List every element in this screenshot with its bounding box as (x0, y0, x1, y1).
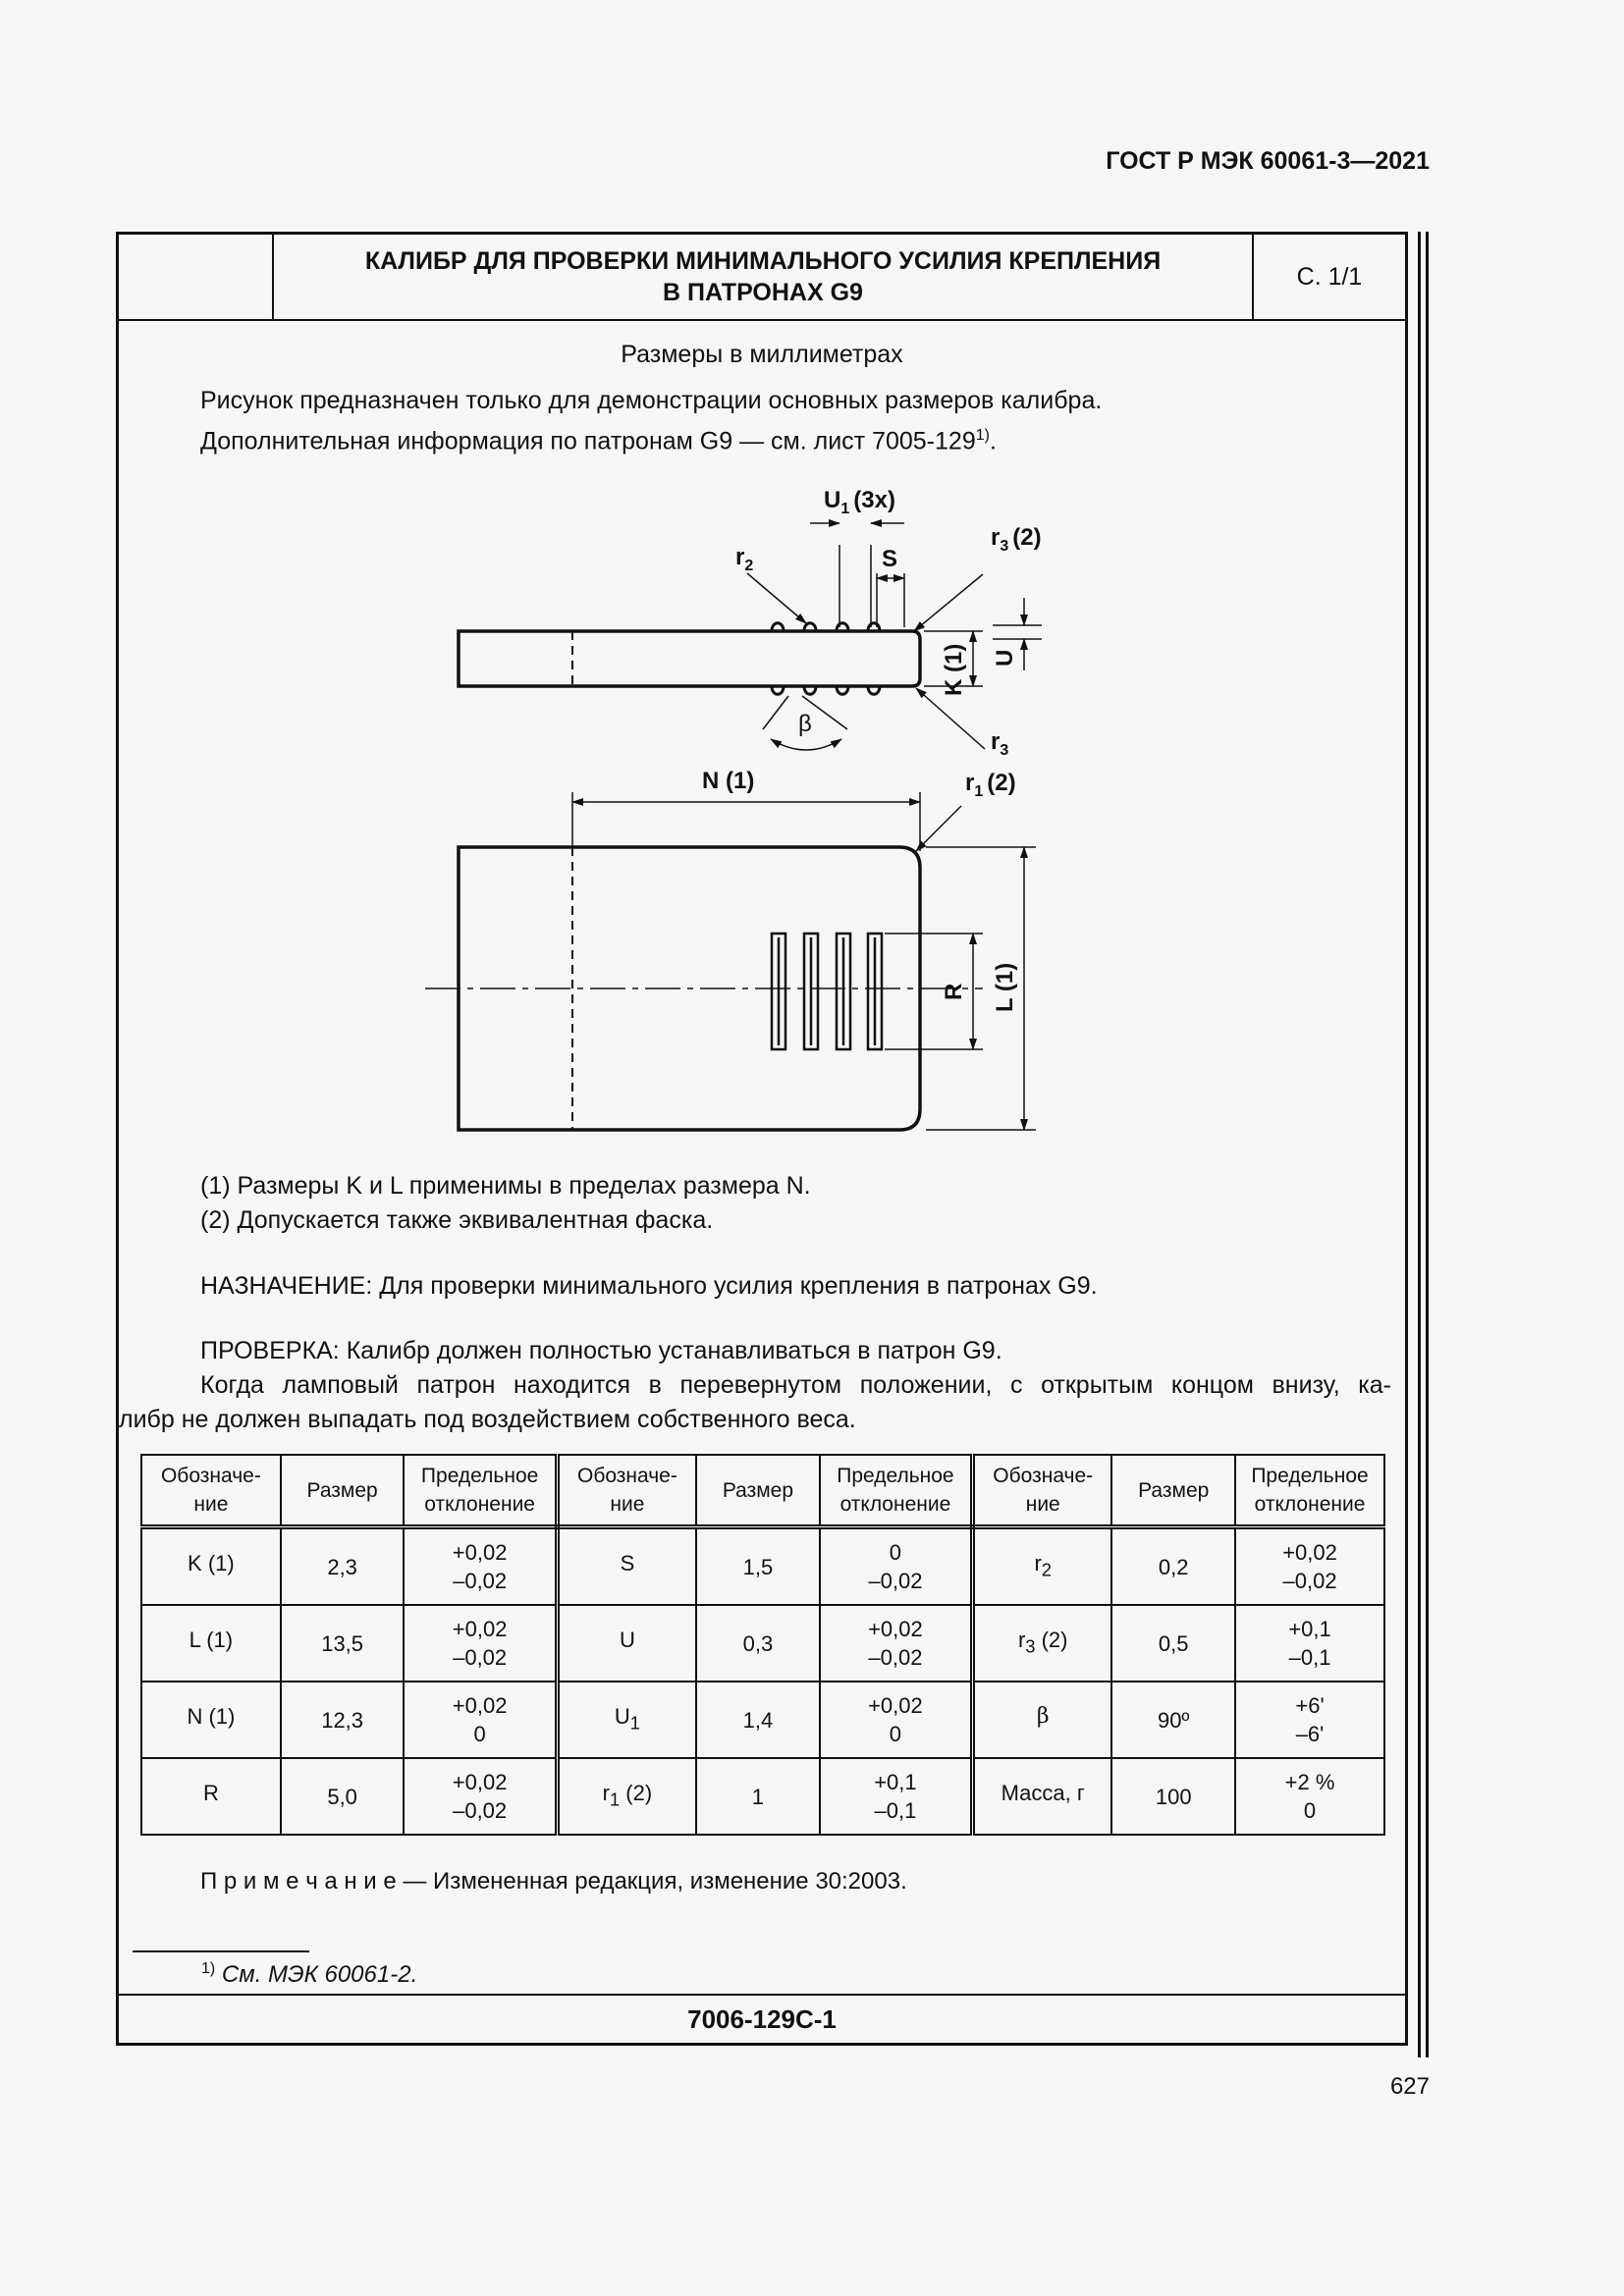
cell-designation: $r_3$ (2) (973, 1605, 1112, 1682)
check-line-1: ПРОВЕРКА: Калибр должен полностью устанавливаться в патрон G9. (200, 1337, 1002, 1364)
cell-designation: $r_1$ (2) (557, 1758, 696, 1835)
label-u: U (992, 649, 1018, 667)
page-number: 627 (1389, 2073, 1430, 2100)
cell-size: 2,3 (281, 1527, 405, 1606)
cell-tolerance: +2 % 0 (1235, 1758, 1384, 1835)
cell-tolerance: +0,1 –0,1 (1235, 1605, 1384, 1682)
sheet-title: КАЛИБР ДЛЯ ПРОВЕРКИ МИНИМАЛЬНОГО УСИЛИЯ КРЕПЛЕНИЯ В ПАТРОНАХ G9 (274, 235, 1254, 319)
footnote: $^{1)}$ См. МЭК 60061-2. (201, 1960, 418, 1988)
cell-tolerance: +0,02 –0,02 (404, 1527, 557, 1606)
top-view-ribs (772, 934, 882, 1049)
label-r3-top: $r_3$ (2) (991, 524, 1042, 555)
cell-designation: β (973, 1682, 1112, 1758)
cell-designation: U (557, 1605, 696, 1682)
table-header-row (141, 1455, 1384, 1527)
side-view-ribs (772, 623, 880, 695)
cell-tolerance: 0 –0,02 (820, 1527, 973, 1606)
intro-line-1: Рисунок предназначен только для демонстрации основных размеров калибра. (200, 387, 1103, 414)
cell-size: 0,2 (1111, 1527, 1235, 1606)
label-r1: $r_1$ (2) (965, 770, 1016, 800)
cell-tolerance: +0,02 –0,02 (820, 1605, 973, 1682)
intro-line-2: Дополнительная информация по патронам G9 — см. лист 7005-129$^{1)}$. (200, 427, 997, 455)
header-size: Размер (281, 1455, 405, 1527)
cell-designation: S (557, 1527, 696, 1606)
note-1: (1) Размеры K и L применимы в пределах размера N. (200, 1172, 811, 1200)
sheet-frame (116, 232, 1408, 2046)
cell-size: 12,3 (281, 1682, 405, 1758)
footnote-rule (133, 1950, 309, 1952)
cell-size: 0,5 (1111, 1605, 1235, 1682)
cell-designation: $r_2$ (973, 1527, 1112, 1606)
sheet-page: С. 1/1 (1296, 262, 1363, 291)
header-size: Размер (696, 1455, 820, 1527)
cell-size: 13,5 (281, 1605, 405, 1682)
cell-designation: Масса, г (973, 1758, 1112, 1835)
standard-designation: ГОСТ Р МЭК 60061-3—2021 (1106, 147, 1430, 175)
cell-tolerance: +0,1 –0,1 (820, 1758, 973, 1835)
cell-designation: L (1) (141, 1605, 281, 1682)
cell-size: 5,0 (281, 1758, 405, 1835)
cell-size: 1,4 (696, 1682, 820, 1758)
purpose-text: НАЗНАЧЕНИЕ: Для проверки минимального усилия крепления в патронах G9. (200, 1272, 1098, 1300)
cell-tolerance: +6' –6' (1235, 1682, 1384, 1758)
dimensions-table (140, 1454, 1385, 1836)
cell-size: 1,5 (696, 1527, 820, 1606)
binding-line-2 (1426, 232, 1429, 2057)
header-designation: Обозначе- ние (557, 1455, 696, 1527)
header-designation: Обозначе- ние (141, 1455, 281, 1527)
check-line-3: либр не должен выпадать под воздействием собственного веса. (119, 1406, 856, 1433)
check-line-2: Когда ламповый патрон находится в перевернутом положении, с открытым концом внизу, ка- (200, 1371, 1391, 1399)
cell-tolerance: +0,02 –0,02 (1235, 1527, 1384, 1606)
label-k: K (1) (941, 643, 967, 696)
cell-designation: $U_1$ (557, 1682, 696, 1758)
gauge-drawing (119, 235, 1405, 1157)
cell-tolerance: +0,02 –0,02 (404, 1605, 557, 1682)
header-tolerance: Предельное отклонение (820, 1455, 973, 1527)
side-view-body (459, 631, 920, 686)
units-note: Размеры в миллиметрах (621, 341, 903, 368)
cell-designation: N (1) (141, 1682, 281, 1758)
label-r2: $r_2$ (735, 544, 754, 574)
label-n: N (1) (702, 768, 755, 794)
header-designation: Обозначе- ние (973, 1455, 1112, 1527)
label-r: R (941, 983, 967, 1000)
table-row (141, 1758, 1384, 1835)
cell-designation: K (1) (141, 1527, 281, 1606)
label-s: S (882, 546, 898, 572)
note-2: (2) Допускается также эквивалентная фаска. (200, 1206, 714, 1234)
label-u1: $U_1$ (3x) (824, 487, 895, 517)
label-beta: β (798, 711, 812, 737)
label-r3-bottom: $r_3$ (991, 728, 1009, 759)
check-text (119, 1334, 1391, 1437)
cell-tolerance: +0,02 –0,02 (404, 1758, 557, 1835)
header-size: Размер (1111, 1455, 1235, 1527)
header-tolerance: Предельное отклонение (404, 1455, 557, 1527)
notes-block (200, 1169, 811, 1238)
cell-size: 100 (1111, 1758, 1235, 1835)
footnote-ref: 1) (975, 427, 990, 444)
table-row (141, 1527, 1384, 1606)
table-row (141, 1682, 1384, 1758)
cell-designation: R (141, 1758, 281, 1835)
cell-size: 90º (1111, 1682, 1235, 1758)
cell-size: 1 (696, 1758, 820, 1835)
table-row (141, 1605, 1384, 1682)
binding-line-1 (1418, 232, 1421, 2057)
cell-tolerance: +0,02 0 (820, 1682, 973, 1758)
cell-size: 0,3 (696, 1605, 820, 1682)
header-tolerance: Предельное отклонение (1235, 1455, 1384, 1527)
amendment-note: П р и м е ч а н и е — Измененная редакция, изменение 30:2003. (200, 1868, 907, 1895)
sheet-code: 7006-129C-1 (119, 1994, 1405, 2043)
label-l: L (1) (992, 962, 1018, 1012)
cell-tolerance: +0,02 0 (404, 1682, 557, 1758)
